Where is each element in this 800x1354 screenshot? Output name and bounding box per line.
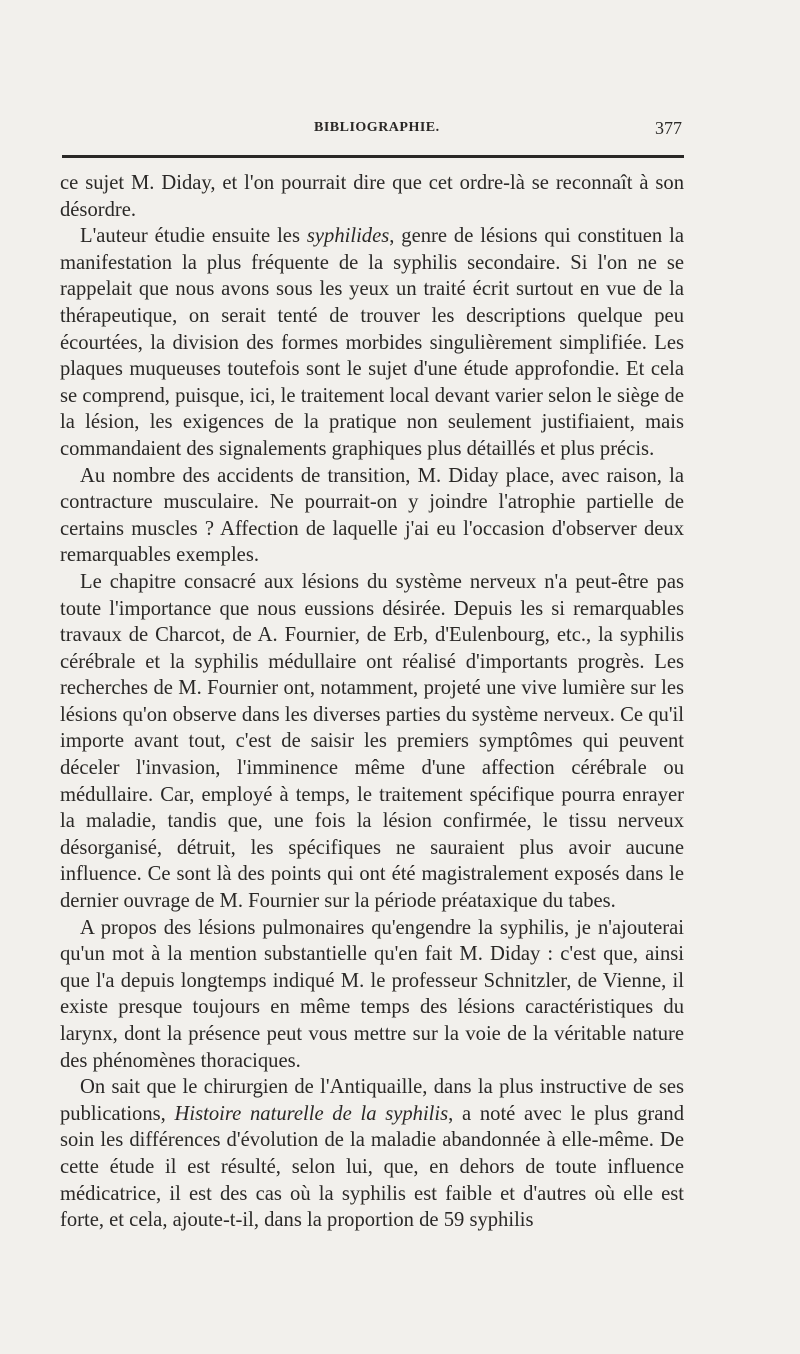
page-header [60,118,684,144]
paragraph: A propos des lésions pulmonaires qu'engendre la syphilis, je n'ajouterai qu'un mot à la mention substantielle qu'en fait M. Diday : c'est que, ainsi que l'a depuis longtemps indiqué M. le professeur Schnitzler, de Vienne, il existe presque toujours en même temps des lésions caractéristiques du larynx, dont la présence peut vous mettre sur la voie de la véritable nature des phénomènes thoraciques. [60,916,684,1072]
paragraph: ce sujet M. Diday, et l'on pourrait dire que cet ordre-là se reconnaît à son désordre. [60,172,684,221]
page-number: 377 [655,118,682,138]
paragraph: Au nombre des accidents de transition, M. Diday place, avec raison, la contracture musculaire. Ne pourrait-on y joindre l'atrophie partielle de certains muscles ? Affection de laquelle j'ai eu l'occasion d'observer deux remarquables exemples. [60,464,684,567]
header-rule [62,155,684,158]
paragraph: Le chapitre consacré aux lésions du système nerveux n'a peut-être pas toute l'importance que nous eussions désirée. Depuis les si remarquables travaux de Charcot, de A. Fournier, de Erb, d'Eulenbourg, etc., la syphilis cérébrale et la syphilis médullaire ont réalisé d'importants progrès. Les recherches de M. Fournier ont, notamment, projeté une vive lumière sur les lésions qu'on observe dans les diverses parties du système nerveux. Ce qu'il importe avant tout, c'est de saisir les premiers symptômes qui peuvent déceler l'invasion, l'imminence même d'une affection cérébrale ou médullaire. Car, employé à temps, le traitement spécifique pourra enrayer la maladie, tandis que, une fois la lésion confirmée, le tissu nerveux désorganisé, détruit, les spécifiques ne sauraient plus avoir aucune influence. Ce sont là des points qui ont été magistralement exposés dans le dernier ouvrage de M. Fournier sur la période préataxique du tabes. [60,570,684,913]
running-title: BIBLIOGRAPHIE. [314,120,440,135]
italic-title: Histoire naturelle de la syphilis [174,1102,449,1125]
paragraph: L'auteur étudie ensuite les syphilides, genre de lésions qui constituen la manifestation la plus fréquente de la syphilis secondaire. Si l'on ne se rappelait que nous avons sous les yeux un traité écrit surtout en vue de la thérapeutique, on serait tenté de trouver les descriptions quelque peu écourtées, la division des formes morbides singulièrement simplifiée. Les plaques muqueuses toutefois sont le sujet d'une étude approfondie. Et cela se comprend, puisque, ici, le traitement local devant varier selon le siège de la lésion, les exigences de la pratique non seulement justifiaient, mais commandaient des signalements graphiques plus détaillés et plus précis. [60,225,684,460]
italic-term: syphilides [306,225,390,248]
body-text [60,170,684,1234]
paragraph: On sait que le chirurgien de l'Antiquaille, dans la plus instructive de ses publications, Histoire naturelle de la syphilis, a noté avec le plus grand soin les différences d'évolution de la maladie abandonnée à elle-même. De cette étude il est résulté, selon lui, que, en dehors de toute influence médicatrice, il est des cas où la syphilis est faible et d'autres où elle est forte, et cela, ajoute-t-il, dans la proportion de 59 syphilis [60,1076,685,1232]
